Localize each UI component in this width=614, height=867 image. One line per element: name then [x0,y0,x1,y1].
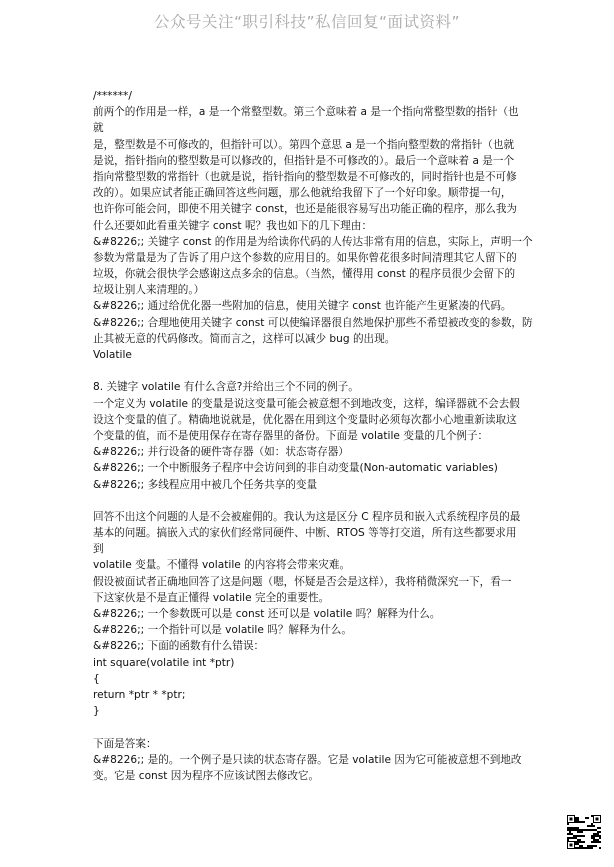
text-line: &#8226;; 并行设备的硬件寄存器（如：状态寄存器） [93,446,349,459]
blank-line [93,719,533,735]
text-line: &#8226;; 多线程应用中被几个任务共享的变量 [93,478,318,491]
text-line: 8. 关键字 volatile 有什么含意?并给出三个不同的例子。 [93,381,359,394]
text-line: 垃圾让别人来清理的。） [93,284,205,297]
text-line: return *ptr * *ptr; [93,688,186,701]
text-line: 个变量的值，而不是使用保存在寄存器里的备份。下面是 volatile 变量的几个例子： [93,429,489,442]
blank-line [93,363,533,379]
text-line: 假设被面试者正确地回答了这是问题（嗯，怀疑是否会是这样），我将稍微深究一下，看一 [93,575,512,588]
text-line: 下这家伙是不是直正懂得 volatile 完全的重要性。 [93,591,330,604]
text-line: 改的）。如果应试者能正确回答这些问题，那么他就给我留下了一个好印象。顺带提一句， [93,187,512,200]
text-line: &#8226;; 一个指针可以是 volatile 吗？解释为什么。 [93,624,352,637]
watermark-header: 公众号关注“职引科技”私信回复“面试资料” [153,13,461,31]
text-line: &#8226;; 通过给优化器一些附加的信息，使用关键字 const 也许能产生更紧凑的代码。 [93,300,512,313]
qr-code-icon [567,815,601,849]
text-line: &#8226;; 下面的函数有什么错误： [93,640,265,653]
text-line: &#8226;; 一个中断服务子程序中会访问到的非自动变量(Non-automatic variables) [93,462,498,475]
text-line: &#8226;; 关键字 const 的作用是为给读你代码的人传达非常有用的信息，实际上，声明一个 [93,235,533,248]
text-line: 变。它是 const 因为程序不应该试图去修改它。 [93,769,320,782]
text-line: 止其被无意的代码修改。简而言之，这样可以减少 bug 的出现。 [93,332,396,345]
text-line: 前两个的作用是一样，a 是一个常整型数。第三个意味着 a 是一个指向常整型数的指针（也 [93,106,519,119]
text-line: 到 [93,543,104,556]
text-line: } [93,705,100,718]
text-line: 回答不出这个问题的人是不会被雇佣的。我认为这是区分 C 程序员和嵌入式系统程序员的最 [93,510,521,523]
text-line: 是，整型数是不可修改的，但指针可以）。第四个意思 a 是一个指向整型数的常指针（也就 [93,138,515,151]
text-line: 也许你可能会问，即使不用关键字 const，也还是能很容易写出功能正确的程序，那么我为 [93,203,518,216]
text-line: /******/ [93,90,132,102]
text-line: &#8226;; 一个参数既可以是 const 还可以是 volatile 吗？解释为什么。 [93,608,441,620]
text-line: 指向常整型数的常指针（也就是说，指针指向的整型数是不可修改的，同时指针也是不可修 [93,170,517,183]
text-line: &#8226;; 合理地使用关键字 const 可以使编译器很自然地保护那些不希望被改变的参数，防 [93,316,533,329]
text-line: volatile 变量。不懂得 volatile 的内容将会带来灾难。 [93,559,351,572]
text-line: 垃圾，你就会很快学会感谢这点多余的信息。（当然，懂得用 const 的程序员很少会留下的 [93,268,516,281]
text-line: 就 [93,122,104,135]
text-line: Volatile [93,349,132,361]
text-line: 下面是答案： [93,737,157,750]
text-line: 参数为常量是为了告诉了用户这个参数的应用目的。如果你曾花很多时间清理其它人留下的 [93,251,517,264]
text-line: &#8226;; 是的。一个例子是只读的状态寄存器。它是 volatile 因为它可能被意想不到地改 [93,753,522,766]
text-line: 是说，指针指向的整型数是可以修改的，但指针是不可修改的）。最后一个意味着 a 是一个 [93,154,515,167]
document-body [93,88,533,784]
text-line: { [93,672,100,685]
text-line: int square(volatile int *ptr) [93,656,235,669]
text-line: 基本的问题。搞嵌入式的家伙们经常同硬件、中断、RTOS 等等打交道，所有这些都要求用 [93,527,517,540]
text-line: 设这个变量的值了。精确地说就是，优化器在用到这个变量时必须每次都小心地重新读取这 [93,413,517,426]
text-line: 什么还要如此看重关键字 const 呢？我也如下的几下理由： [93,219,373,232]
text-line: 一个定义为 volatile 的变量是说这变量可能会被意想不到地改变，这样，编译器就不会去假 [93,397,520,410]
blank-line [93,493,533,509]
